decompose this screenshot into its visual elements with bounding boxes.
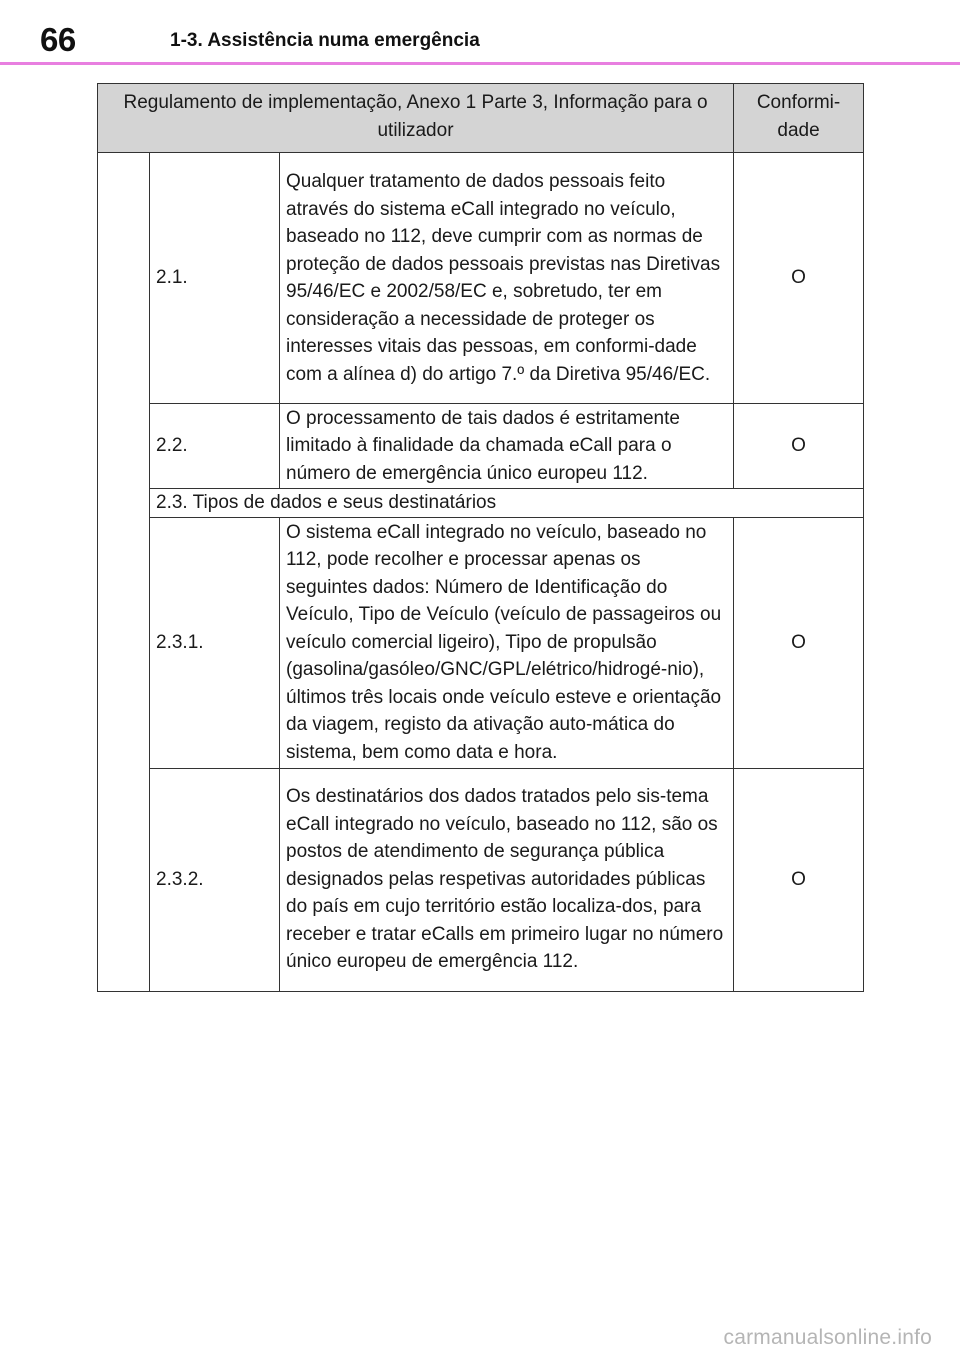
row-text: Os destinatários dos dados tratados pelo sis-tema eCall integrado no veículo, baseado no 112, são os postos de atendimento de segurança pública designados pelas respetivas autoridades públicas do país em cujo território estão localiza-dos, para receber e tratar eCalls em primeiro lugar no número único europeu de emergência 112.: [280, 768, 734, 991]
row-text: Qualquer tratamento de dados pessoais feito através do sistema eCall integrado no veículo, baseado no 112, deve cumprir com as normas de proteção de dados pessoais previstas nas Diretivas 95/46/EC e 2002/58/EC e, sobretudo, ter em consideração a necessidade de proteger os interesses vitais das pessoas, em conformi-dade com a alínea d) do artigo 7.º da Diretiva 95/46/EC.: [280, 153, 734, 404]
row-id: 2.3.2.: [150, 768, 280, 991]
page-number: 66: [40, 21, 76, 58]
row-id: 2.1.: [150, 153, 280, 404]
row-conformity: O: [734, 404, 864, 489]
table-row: [98, 153, 864, 404]
subheading-data-types: 2.3. Tipos de dados e seus destinatários: [150, 489, 864, 518]
row-text: O processamento de tais dados é estritamente limitado à finalidade da chamada eCall para o número de emergência único europeu 112.: [280, 404, 734, 489]
row-id: 2.2.: [150, 404, 280, 489]
indent-cell: [98, 153, 150, 992]
section-title: 1-3. Assistência numa emergência: [170, 30, 480, 51]
table-row: [98, 404, 864, 489]
header-divider: [0, 62, 960, 65]
row-conformity: O: [734, 517, 864, 768]
header-conformity: Conformi-dade: [734, 84, 864, 153]
row-id: 2.3.1.: [150, 517, 280, 768]
table-row: [98, 768, 864, 991]
site-watermark: carmanualsonline.info: [723, 1326, 932, 1349]
row-conformity: O: [734, 768, 864, 991]
header-regulation: Regulamento de implementação, Anexo 1 Parte 3, Informação para o utilizador: [98, 84, 734, 153]
row-text: O sistema eCall integrado no veículo, baseado no 112, pode recolher e processar apenas os seguintes dados: Número de Identificação do Veículo, Tipo de Veículo (veículo de passageiros ou veículo comercial ligeiro), Tipo de propulsão (gasolina/gasóleo/GNC/GPL/elétrico/hidrogé-nio), últimos três locais onde veículo esteve e orientação da viagem, registo da ativação auto-mática do sistema, bem como data e hora.: [280, 517, 734, 768]
table-header-row: [98, 84, 864, 153]
table-subheading-row: [98, 489, 864, 518]
page-header: [0, 0, 960, 64]
table-row: [98, 517, 864, 768]
row-conformity: O: [734, 153, 864, 404]
regulation-table: [97, 83, 864, 992]
